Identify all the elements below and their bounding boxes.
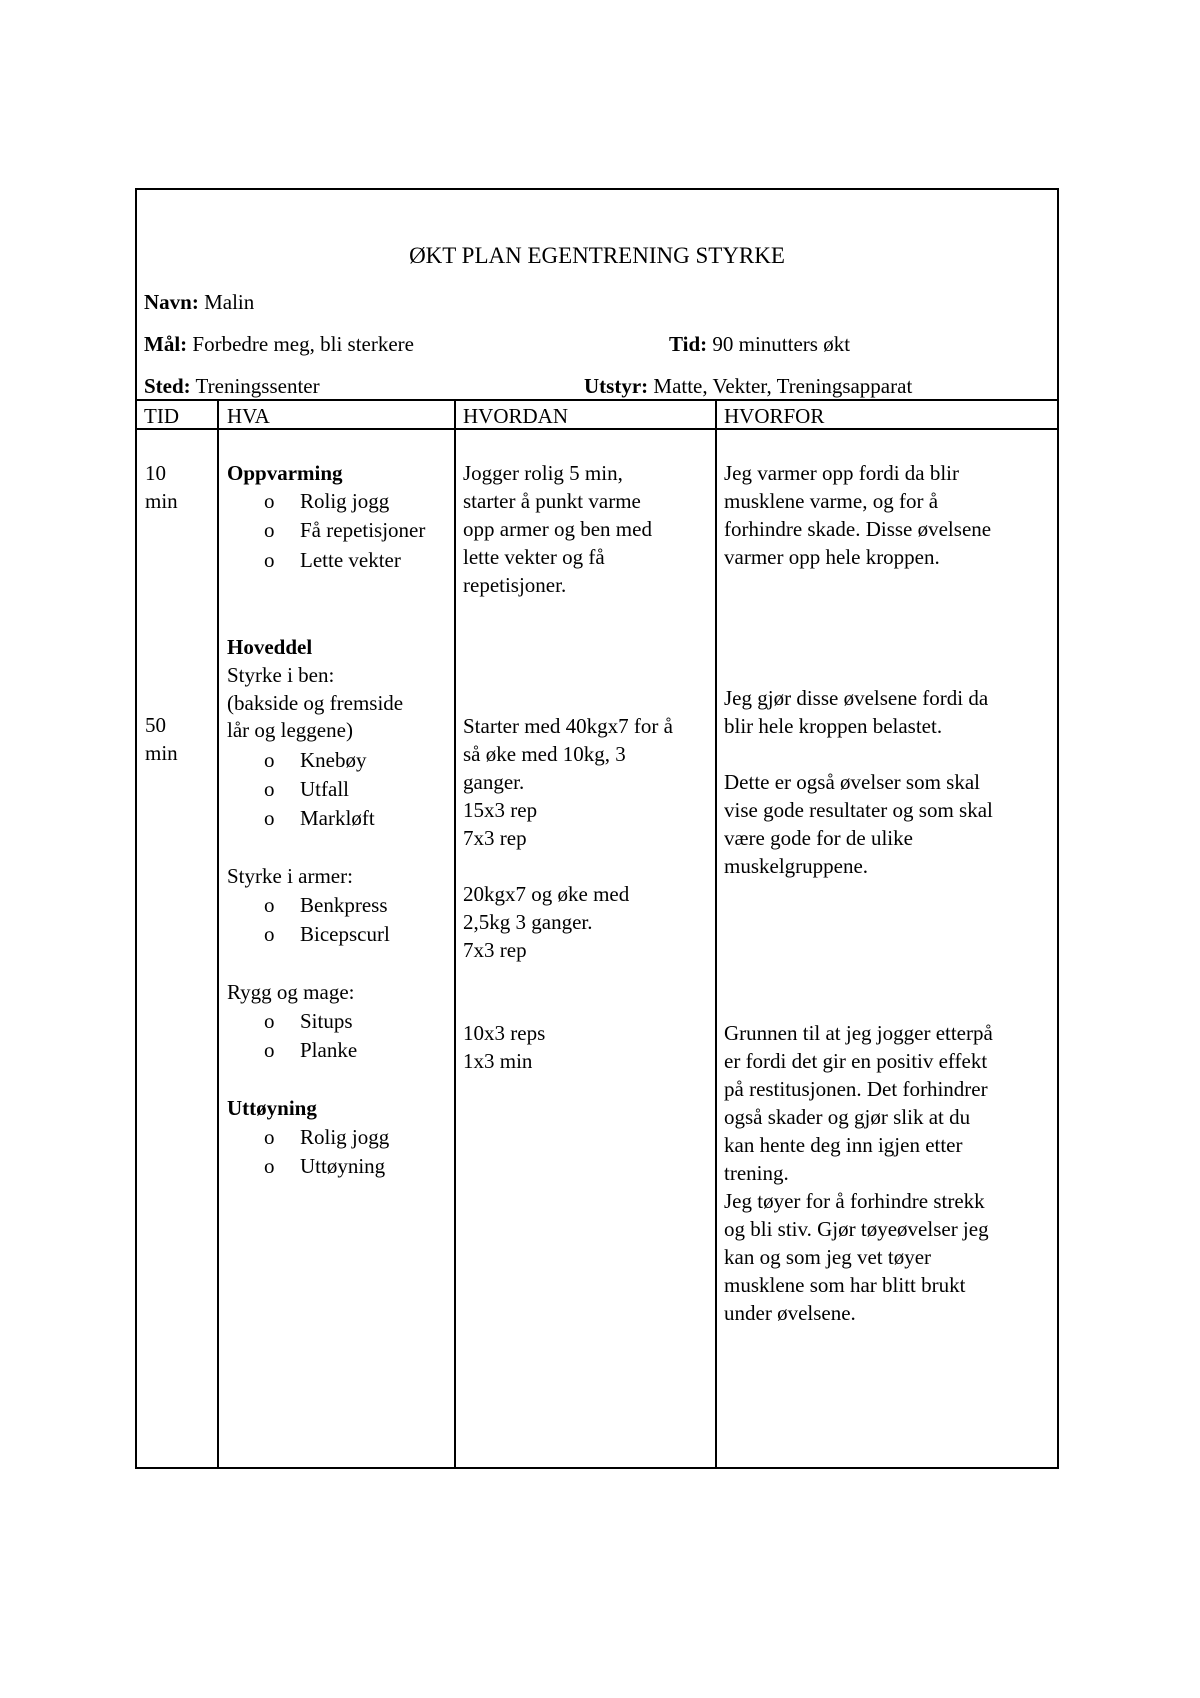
hvordan-line: så øke med 10kg, 3 <box>463 742 626 766</box>
col-divider-2 <box>454 399 456 1469</box>
hvorfor-line: vise gode resultater og som skal <box>724 798 993 822</box>
maal-label: Mål: <box>144 332 188 356</box>
hvorfor-line: og bli stiv. Gjør tøyeøvelser jeg <box>724 1217 989 1241</box>
col-divider-3 <box>715 399 717 1469</box>
col-divider-1 <box>217 399 219 1469</box>
hvorfor-line: under øvelsene. <box>724 1301 856 1325</box>
hvordan-line: 10x3 reps <box>463 1021 546 1045</box>
tid-field <box>669 334 850 355</box>
hva-styrke-armer: Styrke i armer: <box>227 864 353 888</box>
tid-10-unit: min <box>145 489 178 513</box>
hvorfor-line: musklene som har blitt brukt <box>724 1273 966 1297</box>
header-row-top-line <box>135 399 1059 401</box>
hvorfor-line: kan hente deg inn igjen etter <box>724 1133 963 1157</box>
navn-label: Navn: <box>144 290 199 314</box>
hvordan-line: 2,5kg 3 ganger. <box>463 910 593 934</box>
hva-uttoyning-heading: Uttøyning <box>227 1096 317 1120</box>
hvordan-line: 7x3 rep <box>463 826 527 850</box>
bullet-icon: o <box>264 518 275 542</box>
hvorfor-line: også skader og gjør slik at du <box>724 1105 971 1129</box>
hva-ben-desc-2: lår og leggene) <box>227 718 353 742</box>
hvorfor-line: muskelgruppene. <box>724 854 869 878</box>
header-row-bottom-line <box>135 428 1059 430</box>
hvorfor-line: musklene varme, og for å <box>724 489 939 513</box>
hva-oppvarming-heading: Oppvarming <box>227 461 343 485</box>
hvorfor-line: varmer opp hele kroppen. <box>724 545 940 569</box>
header-tid: TID <box>144 404 179 428</box>
hva-rygg: Rygg og mage: <box>227 980 355 1004</box>
maal-field <box>144 334 414 355</box>
sted-label: Sted: <box>144 374 191 398</box>
hvorfor-line: trening. <box>724 1161 789 1185</box>
bullet-icon: o <box>264 777 275 801</box>
hvordan-line: opp armer og ben med <box>463 517 652 541</box>
sted-field <box>144 376 320 397</box>
table-border-left <box>135 188 137 1469</box>
hvorfor-line: Dette er også øvelser som skal <box>724 770 981 794</box>
hvorfor-line: kan og som jeg vet tøyer <box>724 1245 932 1269</box>
hvordan-line: lette vekter og få <box>463 545 605 569</box>
hvordan-line: ganger. <box>463 770 525 794</box>
tid-50-unit: min <box>145 741 178 765</box>
header-hva: HVA <box>227 404 270 428</box>
tid-10: 10 <box>145 461 166 485</box>
bullet-icon: o <box>264 748 275 772</box>
hvorfor-line: blir hele kroppen belastet. <box>724 714 943 738</box>
hvorfor-line: Jeg tøyer for å forhindre strekk <box>724 1189 985 1213</box>
bullet-icon: o <box>264 489 275 513</box>
bullet-icon: o <box>264 1038 275 1062</box>
utstyr-field <box>584 376 912 397</box>
bullet-icon: o <box>264 922 275 946</box>
hvordan-line: repetisjoner. <box>463 573 567 597</box>
hvordan-line: starter å punkt varme <box>463 489 641 513</box>
hvordan-line: Jogger rolig 5 min, <box>463 461 623 485</box>
utstyr-value: Matte, Vekter, Treningsapparat <box>653 374 913 398</box>
maal-value: Forbedre meg, bli sterkere <box>192 332 414 356</box>
sted-value: Treningssenter <box>195 374 320 398</box>
hvorfor-line: Grunnen til at jeg jogger etterpå <box>724 1021 993 1045</box>
hva-hoveddel-heading: Hoveddel <box>227 635 313 659</box>
header-hvorfor: HVORFOR <box>724 404 825 428</box>
hva-styrke-ben: Styrke i ben: <box>227 663 335 687</box>
hvordan-line: 15x3 rep <box>463 798 538 822</box>
hvordan-line: Starter med 40kgx7 for å <box>463 714 673 738</box>
hvordan-line: 1x3 min <box>463 1049 533 1073</box>
hvorfor-line: Jeg varmer opp fordi da blir <box>724 461 960 485</box>
table-border-top <box>135 188 1059 190</box>
tid-label: Tid: <box>669 332 708 356</box>
hvorfor-line: Jeg gjør disse øvelsene fordi da <box>724 686 989 710</box>
bullet-icon: o <box>264 1009 275 1033</box>
bullet-icon: o <box>264 806 275 830</box>
hva-ben-desc-1: (bakside og fremside <box>227 691 404 715</box>
table-border-bottom <box>135 1467 1059 1469</box>
navn-field <box>144 292 254 313</box>
hvorfor-line: forhindre skade. Disse øvelsene <box>724 517 992 541</box>
header-hvordan: HVORDAN <box>463 404 568 428</box>
bullet-icon: o <box>264 1154 275 1178</box>
hvorfor-line: være gode for de ulike <box>724 826 913 850</box>
table-border-right <box>1057 188 1059 1469</box>
hvorfor-line: er fordi det gir en positiv effekt <box>724 1049 988 1073</box>
bullet-icon: o <box>264 548 275 572</box>
utstyr-label: Utstyr: <box>584 374 649 398</box>
navn-value: Malin <box>204 290 255 314</box>
page-title: ØKT PLAN EGENTRENING STYRKE <box>409 243 785 268</box>
bullet-icon: o <box>264 1125 275 1149</box>
hvordan-line: 20kgx7 og øke med <box>463 882 630 906</box>
tid-value: 90 minutters økt <box>712 332 851 356</box>
bullet-icon: o <box>264 893 275 917</box>
hvorfor-line: på restitusjonen. Det forhindrer <box>724 1077 988 1101</box>
hvordan-line: 7x3 rep <box>463 938 527 962</box>
tid-50: 50 <box>145 713 166 737</box>
